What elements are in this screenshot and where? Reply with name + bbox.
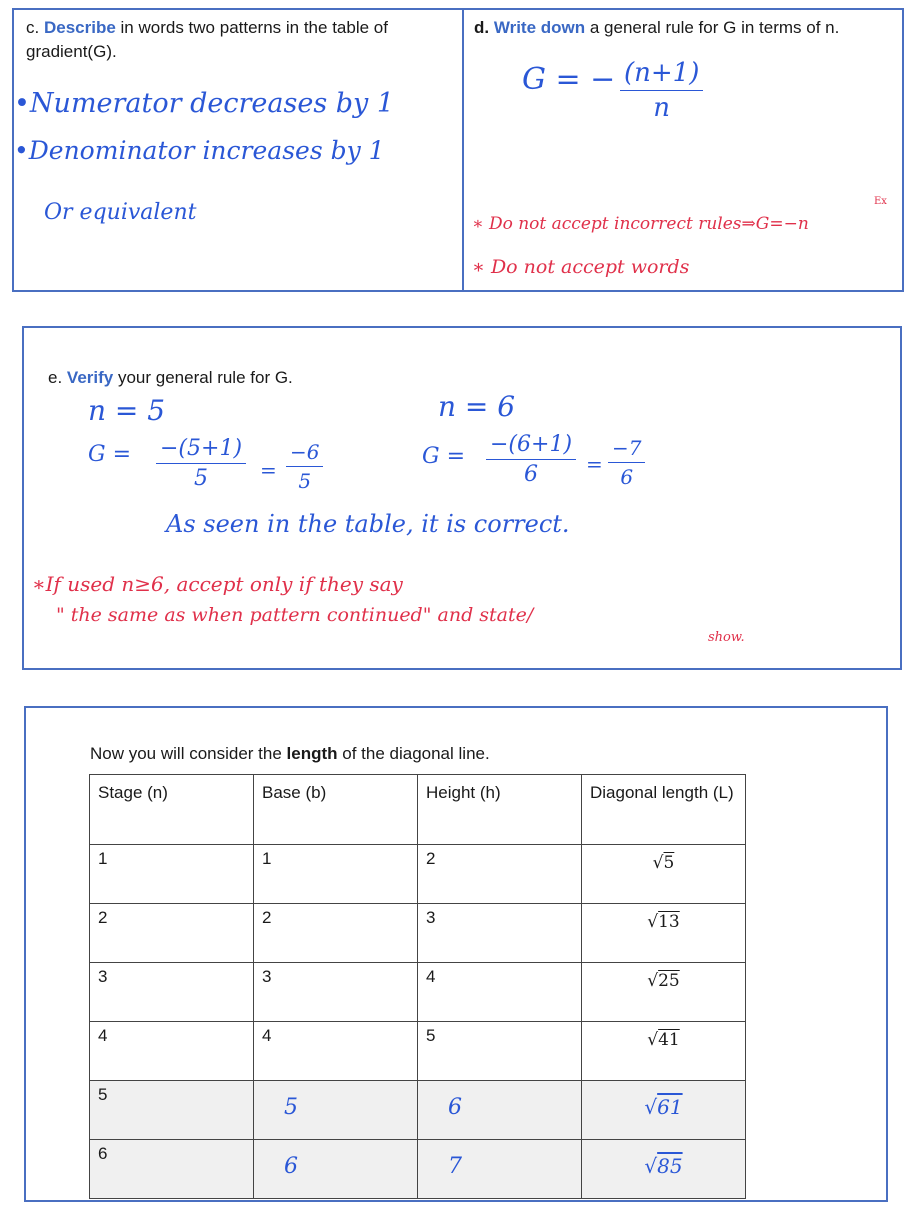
part-e-left-denominator: 5 bbox=[194, 466, 209, 491]
part-d-rule-lhs: G = − bbox=[522, 62, 616, 97]
part-d-box bbox=[462, 8, 904, 292]
cell-diagonal bbox=[582, 963, 746, 1022]
cell-base: 2 bbox=[254, 904, 418, 963]
part-e-left-n: n = 5 bbox=[88, 394, 166, 427]
part-c-text: in words two patterns in the table of gradient(G). bbox=[26, 18, 388, 61]
diagonal-table bbox=[89, 774, 746, 1199]
root-symbol: √ bbox=[652, 853, 664, 873]
cell-base: 1 bbox=[254, 845, 418, 904]
part-e-note-1: ∗If used n≥6, accept only if they say bbox=[32, 572, 403, 596]
header-base: Base (b) bbox=[254, 775, 418, 845]
header-height: Height (h) bbox=[418, 775, 582, 845]
header-diagonal: Diagonal length (L) bbox=[582, 775, 746, 845]
part-d-rule-numerator: (n+1) bbox=[620, 58, 703, 91]
part-e-right-g: G = bbox=[422, 444, 466, 469]
cell-height: 4 bbox=[418, 963, 582, 1022]
cell-diagonal-handwritten bbox=[582, 1140, 746, 1199]
cell-base: 3 bbox=[254, 963, 418, 1022]
part-d-rule-denominator: n bbox=[653, 93, 671, 123]
part-d-text: a general rule for G in terms of n. bbox=[589, 18, 840, 37]
radicand: 41 bbox=[658, 1030, 680, 1050]
root-symbol: √ bbox=[644, 1095, 658, 1119]
table-row bbox=[90, 1081, 746, 1140]
part-c-answer-3: Or equivalent bbox=[44, 200, 197, 225]
table-row bbox=[90, 845, 746, 904]
cell-height: 5 bbox=[418, 1022, 582, 1081]
part-d-note-1: ∗ Do not accept incorrect rules⇒G=−n bbox=[472, 214, 809, 234]
part-d-note-ex: Ex bbox=[874, 196, 887, 207]
part-e-left-result-denominator: 5 bbox=[298, 469, 312, 493]
part-f-intro-pre: Now you will consider the bbox=[90, 744, 287, 763]
part-e-right-result-denominator: 6 bbox=[620, 465, 634, 489]
cell-height-handwritten: 6 bbox=[418, 1081, 582, 1140]
cell-height: 3 bbox=[418, 904, 582, 963]
radicand: 13 bbox=[658, 912, 680, 932]
radicand: 25 bbox=[658, 971, 680, 991]
part-e-conclusion: As seen in the table, it is correct. bbox=[166, 510, 570, 538]
part-e-left-fraction bbox=[156, 436, 246, 491]
radicand: 85 bbox=[657, 1154, 683, 1178]
radicand: 5 bbox=[663, 853, 675, 873]
cell-stage: 3 bbox=[90, 963, 254, 1022]
cell-base: 4 bbox=[254, 1022, 418, 1081]
part-d-keyword: Write down bbox=[493, 18, 586, 37]
part-d-note-2: ∗ Do not accept words bbox=[472, 256, 690, 278]
cell-height-handwritten: 7 bbox=[418, 1140, 582, 1199]
part-c-keyword: Describe bbox=[43, 18, 116, 37]
table-row bbox=[90, 1140, 746, 1199]
cell-stage: 6 bbox=[90, 1140, 254, 1199]
cell-diagonal-handwritten bbox=[582, 1081, 746, 1140]
part-e-prompt bbox=[48, 366, 293, 390]
part-e-right-n: n = 6 bbox=[438, 390, 516, 423]
part-f-intro-post: of the diagonal line. bbox=[337, 744, 490, 763]
cell-stage: 4 bbox=[90, 1022, 254, 1081]
part-d-prompt bbox=[474, 16, 899, 40]
part-c-box bbox=[12, 8, 464, 292]
part-e-text: your general rule for G. bbox=[117, 368, 293, 387]
part-e-left-numerator: −(5+1) bbox=[156, 436, 246, 464]
table-header-row bbox=[90, 775, 746, 845]
header-stage: Stage (n) bbox=[90, 775, 254, 845]
table-row bbox=[90, 904, 746, 963]
part-e-left-equals: = bbox=[260, 458, 277, 482]
part-f-intro bbox=[90, 742, 490, 766]
part-e-note-2: " the same as when pattern continued" and state/ bbox=[56, 604, 534, 626]
table-row bbox=[90, 963, 746, 1022]
part-e-right-result bbox=[608, 436, 645, 489]
part-e-label: e. bbox=[48, 368, 63, 387]
cell-diagonal bbox=[582, 904, 746, 963]
cell-diagonal bbox=[582, 845, 746, 904]
part-e-left-result bbox=[286, 440, 323, 493]
table-row bbox=[90, 1022, 746, 1081]
root-symbol: √ bbox=[647, 971, 659, 991]
part-f-intro-bold: length bbox=[286, 744, 338, 763]
part-e-right-denominator: 6 bbox=[524, 462, 539, 487]
part-c-prompt bbox=[26, 16, 456, 64]
part-d-label: d. bbox=[474, 18, 490, 37]
radicand: 61 bbox=[657, 1095, 683, 1119]
cell-height: 2 bbox=[418, 845, 582, 904]
root-symbol: √ bbox=[644, 1154, 658, 1178]
part-e-left-result-numerator: −6 bbox=[286, 440, 323, 467]
part-c-label: c. bbox=[26, 18, 40, 37]
part-e-right-result-numerator: −7 bbox=[608, 436, 645, 463]
part-e-right-equals: = bbox=[586, 452, 603, 476]
part-e-note-3: show. bbox=[708, 630, 745, 645]
part-e-right-numerator: −(6+1) bbox=[486, 432, 576, 460]
part-e-keyword: Verify bbox=[66, 368, 114, 387]
part-c-answer-1: •Numerator decreases by 1 bbox=[14, 88, 395, 119]
cell-base-handwritten: 6 bbox=[254, 1140, 418, 1199]
root-symbol: √ bbox=[647, 1030, 659, 1050]
part-c-answer-2: •Denominator increases by 1 bbox=[14, 136, 385, 165]
part-e-box bbox=[22, 326, 902, 670]
part-e-left-g: G = bbox=[88, 442, 132, 467]
cell-base-handwritten: 5 bbox=[254, 1081, 418, 1140]
cell-diagonal bbox=[582, 1022, 746, 1081]
cell-stage: 5 bbox=[90, 1081, 254, 1140]
root-symbol: √ bbox=[647, 912, 659, 932]
part-d-rule-fraction bbox=[620, 58, 703, 123]
cell-stage: 1 bbox=[90, 845, 254, 904]
part-e-right-fraction bbox=[486, 432, 576, 487]
cell-stage: 2 bbox=[90, 904, 254, 963]
